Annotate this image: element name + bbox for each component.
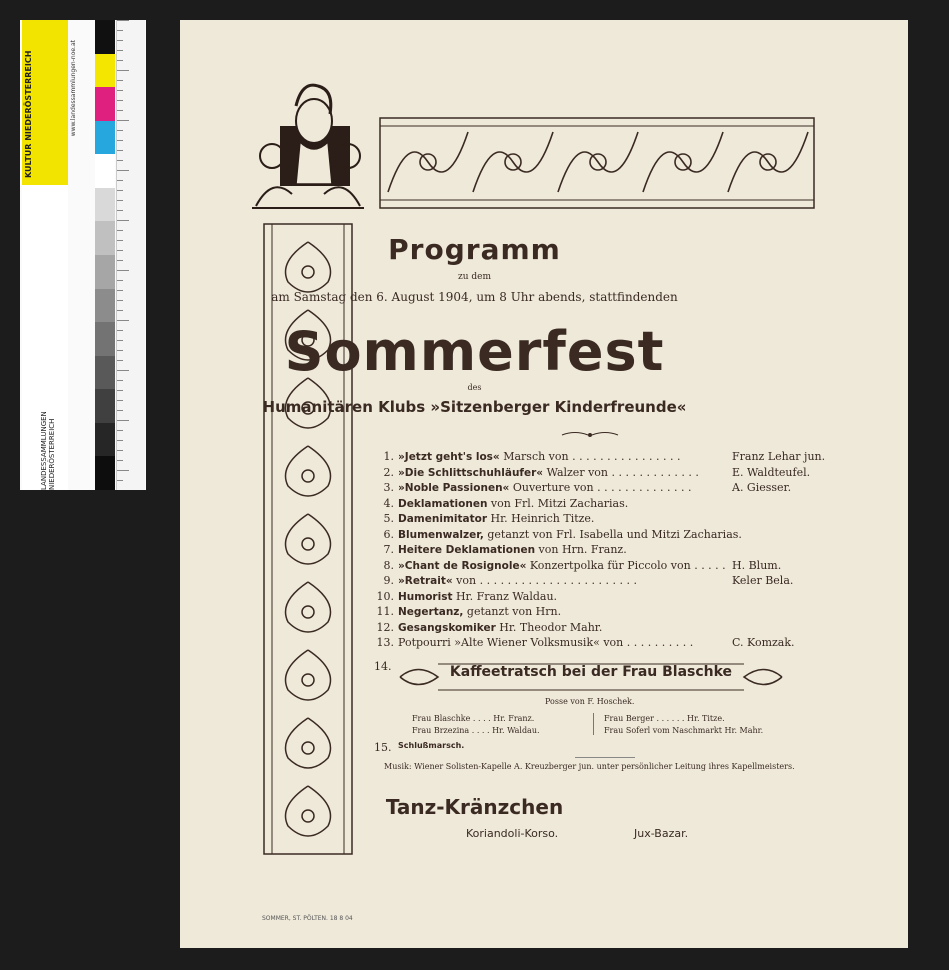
- ruler-tick: [117, 230, 123, 231]
- item-number: 1.: [383, 450, 394, 463]
- ruler-tick: [117, 60, 123, 61]
- ruler-tick: [117, 170, 129, 171]
- item-title: »Noble Passionen«: [398, 482, 510, 494]
- ruler-tick: [117, 210, 123, 211]
- color-swatch: [95, 121, 115, 155]
- item-composer: C. Komzak.: [732, 636, 795, 649]
- posse-credit: Posse von F. Hoschek.: [545, 697, 635, 706]
- item-number: 12.: [376, 620, 394, 634]
- ruler-tick: [117, 50, 123, 51]
- color-swatch: [95, 423, 115, 457]
- ruler-tick: [117, 450, 123, 451]
- item-detail: Potpourri »Alte Wiener Volksmusik« von . . . . . . . . . .: [398, 636, 694, 649]
- ornament-motif: [286, 446, 331, 496]
- ornament-bud: [302, 538, 314, 550]
- item-text: [398, 466, 699, 479]
- ornament-motif: [286, 582, 331, 632]
- top-ornament-band: [378, 112, 816, 214]
- ruler-tick: [117, 20, 129, 21]
- color-swatch: [95, 20, 115, 54]
- item-text: [398, 621, 602, 634]
- item-number: 6.: [383, 527, 394, 541]
- art-nouveau-portrait-ornament: [252, 76, 364, 212]
- item-text: [398, 590, 557, 603]
- item-detail: von Hrn. Franz.: [535, 543, 627, 556]
- item-number: 11.: [376, 605, 394, 618]
- ruler-tick: [117, 180, 123, 181]
- cast-right-2: Frau Soferl vom Naschmarkt Hr. Mahr.: [604, 726, 764, 735]
- event-title: Sommerfest: [284, 320, 665, 383]
- item-detail: getanzt von Hrn.: [463, 605, 562, 618]
- cast-separator: [593, 713, 594, 735]
- item-composer: E. Waldteufel.: [732, 465, 811, 479]
- item-detail: Konzertpolka für Piccolo von . . . . .: [526, 558, 726, 572]
- ruler-tick: [117, 130, 123, 131]
- item-title: Damenimitator: [398, 513, 487, 525]
- music-separator: [575, 757, 635, 758]
- item-text: [398, 512, 594, 525]
- item-detail: von Frl. Mitzi Zacharias.: [487, 496, 629, 510]
- item-number: 2.: [383, 465, 394, 479]
- item-15-number: 15.: [374, 741, 392, 754]
- tanz-heading: Tanz-Kränzchen: [385, 795, 564, 819]
- item-text: [398, 605, 561, 618]
- item-detail: Hr. Theodor Mahr.: [495, 620, 603, 634]
- item-number: 5.: [383, 512, 394, 525]
- ruler-tick: [117, 100, 123, 101]
- item-title: Heitere Deklamationen: [398, 544, 536, 556]
- item-title: »Chant de Rosignole«: [398, 559, 527, 572]
- ruler-tick: [117, 420, 129, 421]
- ruler-tick: [117, 110, 123, 111]
- ruler-tick: [117, 430, 123, 431]
- item-text: [398, 450, 681, 463]
- item-text: [398, 543, 627, 556]
- flourish-divider: [560, 430, 620, 440]
- color-swatch: [95, 456, 115, 490]
- printer-imprint: SOMMER, ST. PÖLTEN. 18 8 04: [262, 915, 353, 922]
- item-15-text: Schlußmarsch.: [398, 741, 465, 750]
- kaffee-title: Kaffeetratsch bei der Frau Blaschke: [449, 664, 733, 680]
- item-number: 9.: [383, 574, 394, 587]
- item-text: [398, 559, 726, 572]
- club-name: Humanitären Klubs »Sitzenberger Kinderfreunde«: [262, 398, 687, 416]
- item-detail: getanzt von Frl. Isabella und Mitzi Zacharias.: [483, 527, 742, 541]
- item-title: Gesangskomiker: [398, 621, 496, 634]
- item-number: 3.: [383, 481, 394, 494]
- zu-dem-text: zu dem: [457, 272, 492, 282]
- color-swatch: [95, 87, 115, 121]
- programm-heading: Programm: [388, 233, 561, 266]
- ruler-tick: [117, 30, 123, 31]
- item-text: [398, 636, 693, 649]
- item-composer: H. Blum.: [732, 558, 782, 572]
- ruler-tick: [117, 310, 123, 311]
- item-title: »Retrait«: [398, 575, 453, 587]
- bazar-text: Jux-Bazar.: [634, 827, 689, 840]
- website-label: www.landessammlungen-noe.at: [70, 40, 77, 137]
- ornament-motif: [286, 514, 331, 564]
- item-number: 4.: [383, 496, 394, 510]
- ruler-tick: [117, 140, 123, 141]
- item-detail: Hr. Heinrich Titze.: [487, 512, 595, 525]
- programme-item: [372, 636, 822, 654]
- ornament-bud: [302, 674, 314, 686]
- ruler-tick: [117, 480, 123, 481]
- ruler-tick: [117, 440, 123, 441]
- ruler-tick: [117, 270, 129, 271]
- item-number: 10.: [376, 589, 394, 603]
- item-title: Negertanz,: [398, 606, 464, 618]
- item-text: [398, 497, 628, 510]
- item-title: »Die Schlittschuhläufer«: [398, 466, 544, 479]
- korso-text: Koriandoli-Korso.: [466, 827, 559, 840]
- item-detail: Walzer von . . . . . . . . . . . . .: [543, 465, 699, 479]
- item-composer: Franz Lehar jun.: [732, 450, 826, 463]
- ruler-tick: [117, 120, 129, 121]
- item-14-number: 14.: [374, 660, 392, 673]
- color-swatch: [95, 188, 115, 222]
- ruler-tick: [117, 190, 123, 191]
- left-ornament-column: [258, 222, 358, 857]
- item-detail: Ouverture von . . . . . . . . . . . . . .: [509, 481, 692, 494]
- item-title: Blumenwalzer,: [398, 528, 484, 541]
- ornament-motif: [286, 718, 331, 768]
- date-line: am Samstag den 6. August 1904, um 8 Uhr abends, stattfindenden: [271, 290, 678, 304]
- ruler-tick: [117, 160, 123, 161]
- ruler-tick: [117, 460, 123, 461]
- item-detail: von . . . . . . . . . . . . . . . . . . . . . . .: [452, 574, 637, 587]
- collection-label: LANDESSAMMLUNGEN NIEDERÖSTERREICH: [40, 411, 56, 490]
- ruler-tick: [117, 70, 129, 71]
- ruler-tick: [117, 80, 123, 81]
- item-composer: A. Giesser.: [732, 481, 792, 494]
- color-swatch: [95, 154, 115, 188]
- ruler-tick: [117, 150, 123, 151]
- cast-left-2: Frau Brzezina . . . . Hr. Waldau.: [412, 726, 540, 735]
- item-title: Humorist: [398, 590, 453, 603]
- item-composer: Keler Bela.: [732, 574, 794, 587]
- des-text: des: [467, 383, 482, 392]
- brand-label: KULTUR NIEDERÖSTERREICH: [24, 50, 33, 178]
- cast-left-1: Frau Blaschke . . . . Hr. Franz.: [412, 714, 535, 723]
- ornament-bud: [302, 742, 314, 754]
- item-text: [398, 574, 637, 587]
- ornament-bud: [302, 470, 314, 482]
- item-number: 13.: [376, 636, 394, 649]
- item-number: 7.: [383, 543, 394, 556]
- music-credit: Musik: Wiener Solisten-Kapelle A. Kreuzberger jun. unter persönlicher Leitung ihres Kapellmeisters.: [384, 762, 795, 771]
- ornament-bud: [302, 606, 314, 618]
- ruler-tick: [117, 90, 123, 91]
- ruler-tick: [117, 200, 123, 201]
- item-number: 8.: [383, 558, 394, 572]
- color-swatch: [95, 54, 115, 88]
- ornament-motif: [286, 650, 331, 700]
- item-detail: Marsch von . . . . . . . . . . . . . . . .: [499, 450, 681, 463]
- item-title: Deklamationen: [398, 497, 488, 510]
- item-detail: Hr. Franz Waldau.: [452, 589, 558, 603]
- ruler-tick: [117, 220, 129, 221]
- ruler-tick: [117, 470, 129, 471]
- ruler-tick: [117, 40, 123, 41]
- item-text: [398, 481, 692, 494]
- cast-right-1: Frau Berger . . . . . . Hr. Titze.: [604, 714, 725, 723]
- item-title: »Jetzt geht's los«: [398, 451, 500, 463]
- item-text: [398, 528, 742, 541]
